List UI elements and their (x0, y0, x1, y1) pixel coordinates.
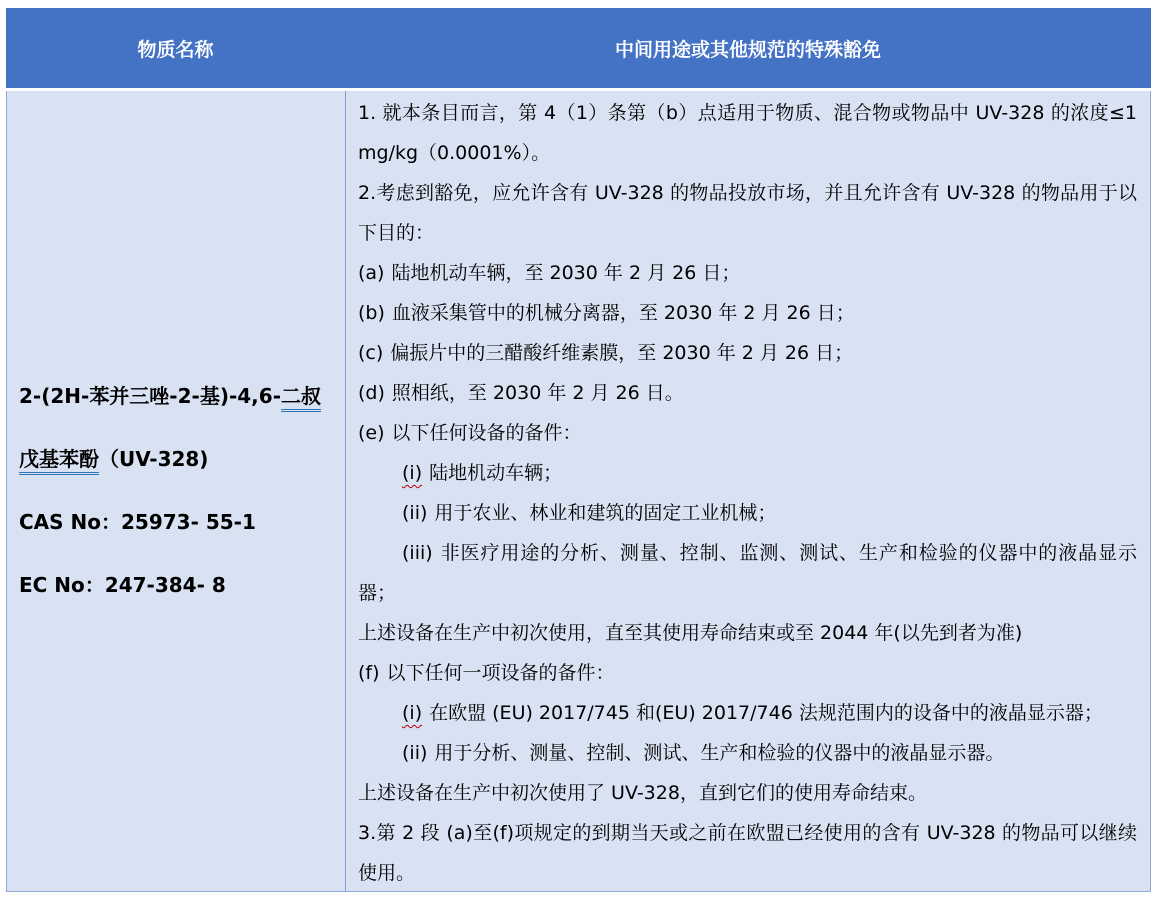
exemption-cell (345, 91, 1151, 892)
substance-name-part1: 2-(2H-苯并三唑-2-基)-4,6- (19, 384, 282, 408)
substance-name-part2: （UV-328) (99, 447, 209, 471)
item-text-e: 以下任何设备的备件： (391, 422, 582, 444)
exemption-item-a (358, 253, 1137, 293)
item-text-d: 照相纸，至 2030 年 2 月 26 日。 (391, 382, 684, 404)
item-marker-e: (e) (358, 422, 385, 444)
item-text-a: 陆地机动车辆，至 2030 年 2 月 26 日； (391, 262, 741, 284)
item-text-e-ii: 用于农业、林业和建筑的固定工业机械； (434, 502, 777, 524)
item-text-e-iii: 非医疗用途的分析、测量、控制、监测、测试、生产和检验的仪器中的液晶显示器； (358, 542, 1137, 604)
ec-number: EC No：247-384- 8 (19, 573, 226, 597)
cas-number: CAS No：25973- 55-1 (19, 510, 256, 534)
item-marker-e-iii: (iii) (402, 542, 433, 564)
exemption-item-e (358, 413, 1137, 453)
item-text-f-ii: 用于分析、测量、控制、测试、生产和检验的仪器中的液晶显示器。 (434, 742, 1005, 764)
item-marker-f-ii: (ii) (402, 742, 428, 764)
item-marker-e-i: (i) (402, 462, 423, 484)
item-marker-a: (a) (358, 262, 385, 284)
exemption-item-f-i (358, 693, 1137, 733)
exemption-item-d (358, 373, 1137, 413)
item-text-c: 偏振片中的三醋酸纤维素膜，至 2030 年 2 月 26 日； (390, 342, 854, 364)
table-body-row (6, 91, 1151, 892)
exemption-note-e: 上述设备在生产中初次使用，直至其使用寿命结束或至 2044 年(以先到者为准) (358, 622, 1023, 644)
substance-exemption-table (6, 8, 1151, 892)
substance-name-line1 (19, 365, 333, 428)
substance-name-underlined1: 二叔 (281, 384, 321, 412)
item-marker-b: (b) (358, 302, 385, 324)
item-marker-d: (d) (358, 382, 385, 404)
item-text-b: 血液采集管中的机械分离器，至 2030 年 2 月 26 日； (391, 302, 855, 324)
exemption-item-b (358, 293, 1137, 333)
item-text-f: 以下任何一项设备的备件： (386, 662, 615, 684)
exemption-item-e-i (358, 453, 1137, 493)
exemption-item-f (358, 653, 1137, 693)
item-marker-f-i: (i) (402, 702, 423, 724)
exemption-item-e-ii (358, 493, 1137, 533)
exemption-paragraph-1: 1. 就本条目而言，第 4（1）条第（b）点适用于物质、混合物或物品中 UV-328 的浓度≤1 mg/kg（0.0001%）。 (358, 102, 1137, 164)
table-header-row (6, 8, 1151, 88)
item-text-f-i: 在欧盟 (EU) 2017/745 和(EU) 2017/746 法规范围内的设备中的液晶显示器； (429, 702, 1103, 724)
item-text-e-i: 陆地机动车辆； (429, 462, 563, 484)
substance-cell (6, 91, 345, 892)
substance-name-underlined2: 戊基苯酚 (19, 447, 99, 475)
exemption-item-e-iii (358, 533, 1137, 613)
item-marker-f: (f) (358, 662, 380, 684)
substance-name-line2 (19, 428, 333, 491)
exemption-paragraph-3: 3.第 2 段 (a)至(f)项规定的到期当天或之前在欧盟已经使用的含有 UV-328 的物品可以继续使用。 (358, 822, 1137, 884)
exemption-item-c (358, 333, 1137, 373)
header-exemption: 中间用途或其他规范的特殊豁免 (614, 38, 881, 61)
exemption-paragraph-2: 2.考虑到豁免，应允许含有 UV-328 的物品投放市场，并且允许含有 UV-328 的物品用于以下目的： (358, 182, 1137, 244)
header-substance-name: 物质名称 (137, 38, 214, 61)
item-marker-e-ii: (ii) (402, 502, 428, 524)
exemption-item-f-ii (358, 733, 1137, 773)
item-marker-c: (c) (358, 342, 384, 364)
exemption-note-f: 上述设备在生产中初次使用了 UV-328，直到它们的使用寿命结束。 (358, 782, 927, 804)
